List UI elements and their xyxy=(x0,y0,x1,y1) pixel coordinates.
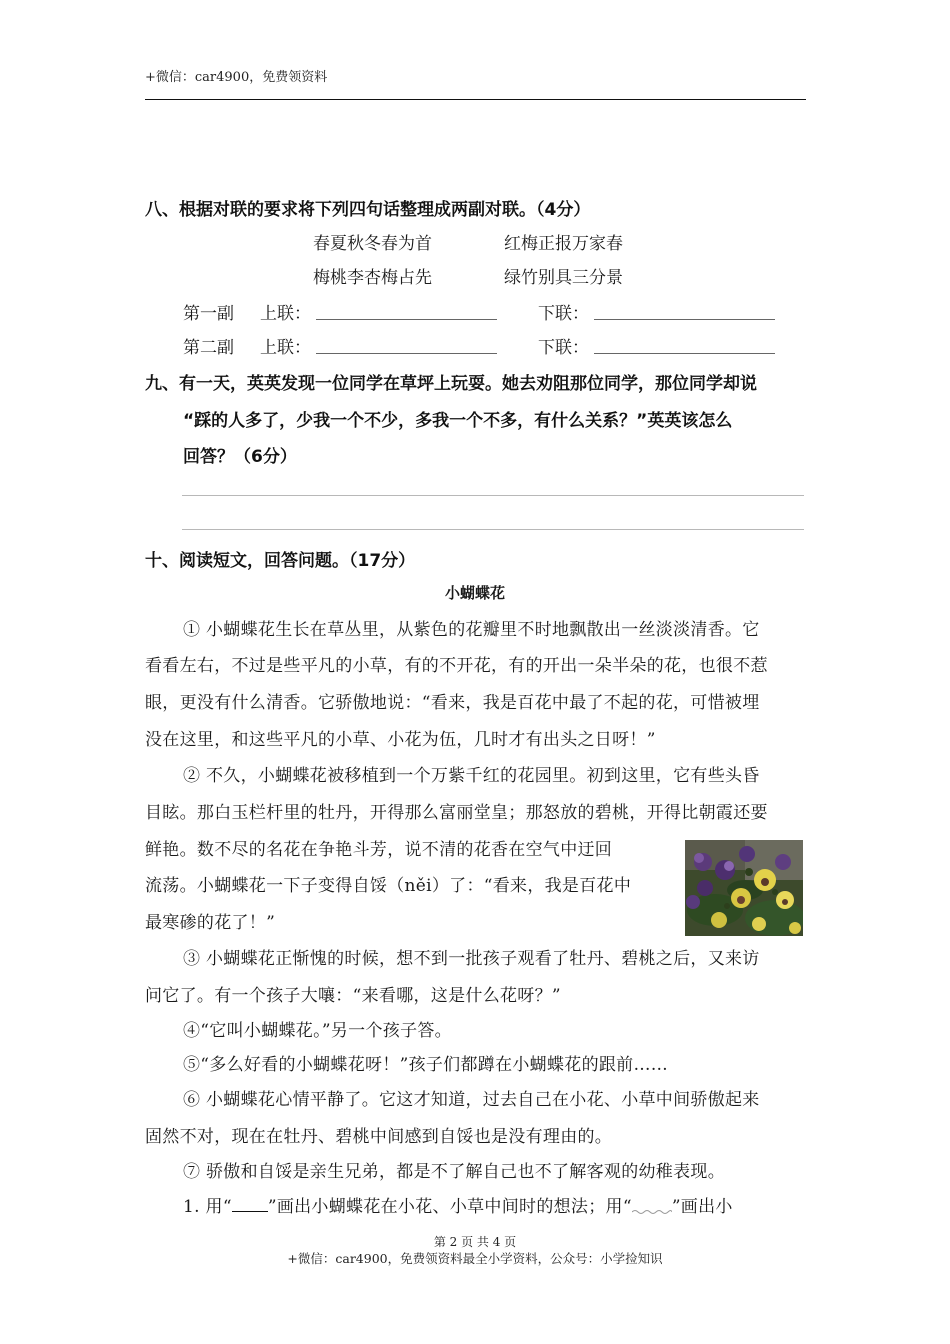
passage-line: ⑤“多么好看的小蝴蝶花呀！”孩子们都蹲在小蝴蝶花的跟前…… xyxy=(183,1055,669,1075)
q9-text-line: “踩的人多了，少我一个不少，多我一个不多，有什么关系？”英英该怎么 xyxy=(183,411,733,431)
passage-line: 固然不对，现在在牡丹、碧桃中间感到自馁也是没有理由的。 xyxy=(145,1127,613,1147)
question-1-part: ”画出小蝴蝶花在小花、小草中间时的想法；用“ xyxy=(267,1197,632,1217)
upper-line-label: 上联： xyxy=(260,304,311,324)
passage-line: 没在这里，和这些平凡的小草、小花为伍，几时才有出头之日呀！” xyxy=(145,730,656,750)
q9-answer-line-2[interactable] xyxy=(182,529,804,530)
lower-line-label: 下联： xyxy=(538,304,589,324)
couplet-phrase: 春夏秋冬春为首 xyxy=(313,234,432,254)
couplet-row-label: 第二副 xyxy=(183,338,234,358)
passage-line: 流荡。小蝴蝶花一下子变得自馁（něi）了：“看来，我是百花中 xyxy=(145,876,632,896)
lower-line-blank-1[interactable] xyxy=(594,319,775,320)
passage-line: 目眩。那白玉栏杆里的牡丹，开得那么富丽堂皇；那怒放的碧桃，开得比朝霞还要 xyxy=(145,803,768,823)
pansy-flower-photo xyxy=(685,840,803,936)
passage-line: 眼，更没有什么清香。它骄傲地说：“看来，我是百花中最了不起的花，可惜被埋 xyxy=(145,693,760,713)
upper-line-blank-1[interactable] xyxy=(316,319,497,320)
couplet-phrase: 梅桃李杏梅占先 xyxy=(313,268,432,288)
header-text: +微信：car4900，免费领资料 xyxy=(145,70,328,85)
passage-line: 看看左右，不过是些平凡的小草，有的不开花，有的开出一朵半朵的花，也很不惹 xyxy=(145,656,768,676)
question-1-text xyxy=(183,1192,733,1217)
q9-text-line: 回答？（6分） xyxy=(183,447,297,467)
q9-answer-line-1[interactable] xyxy=(182,495,804,496)
passage-title: 小蝴蝶花 xyxy=(444,584,505,602)
passage-line: ⑦ 骄傲和自馁是亲生兄弟，都是不了解自己也不了解客观的幼稚表现。 xyxy=(183,1162,726,1182)
wavy-underline-mark xyxy=(632,1198,672,1212)
lower-line-label: 下联： xyxy=(538,338,589,358)
couplet-phrase: 绿竹别具三分景 xyxy=(504,268,623,288)
question-1-part: ”画出小 xyxy=(671,1197,733,1217)
passage-line: ① 小蝴蝶花生长在草丛里，从紫色的花瓣里不时地飘散出一丝淡淡清香。它 xyxy=(183,620,760,640)
passage-line: ⑥ 小蝴蝶花心情平静了。它这才知道，过去自己在小花、小草中间骄傲起来 xyxy=(183,1090,760,1110)
passage-line: 问它了。有一个孩子大嚷：“来看哪，这是什么花呀？” xyxy=(145,986,561,1006)
page-number: 第 2 页 共 4 页 xyxy=(433,1235,517,1249)
footer-text: +微信：car4900，免费领资料最全小学资料，公众号：小学捡知识 xyxy=(287,1251,663,1266)
upper-line-blank-2[interactable] xyxy=(316,353,497,354)
lower-line-blank-2[interactable] xyxy=(594,353,775,354)
q10-title: 十、阅读短文，回答问题。（17分） xyxy=(145,551,416,571)
q8-title: 八、根据对联的要求将下列四句话整理成两副对联。（4分） xyxy=(145,200,591,220)
passage-line: ② 不久，小蝴蝶花被移植到一个万紫千红的花园里。初到这里，它有些头昏 xyxy=(183,766,760,786)
passage-line: ③ 小蝴蝶花正惭愧的时候，想不到一批孩子观看了牡丹、碧桃之后，又来访 xyxy=(183,949,760,969)
straight-underline-mark xyxy=(232,1197,268,1212)
q9-text-line: 九、有一天，英英发现一位同学在草坪上玩耍。她去劝阻那位同学，那位同学却说 xyxy=(145,374,757,394)
passage-line: ④“它叫小蝴蝶花。”另一个孩子答。 xyxy=(183,1021,452,1041)
passage-line: 最寒碜的花了！” xyxy=(145,913,276,933)
header-divider xyxy=(145,99,806,100)
upper-line-label: 上联： xyxy=(260,338,311,358)
question-1-part: 1. 用“ xyxy=(183,1197,232,1217)
couplet-phrase: 红梅正报万家春 xyxy=(504,234,623,254)
couplet-row-label: 第一副 xyxy=(183,304,234,324)
passage-line: 鲜艳。数不尽的名花在争艳斗芳，说不清的花香在空气中迂回 xyxy=(145,840,613,860)
